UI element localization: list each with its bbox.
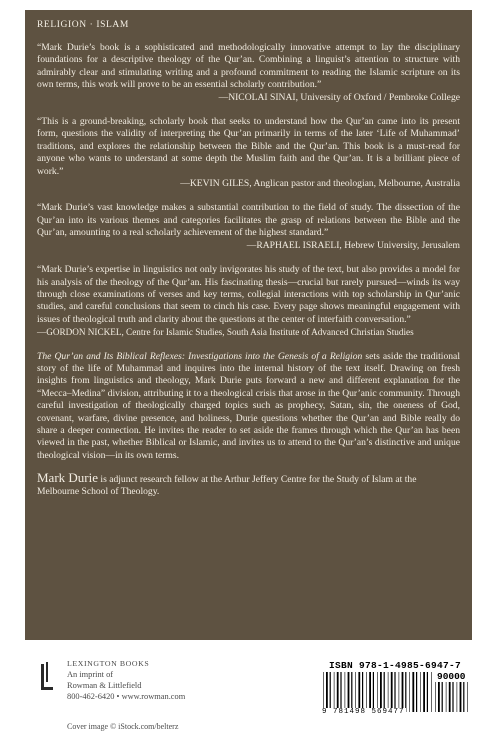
cover-image-credit: Cover image © iStock.com/belterz [67,722,179,731]
endorsement-quote [37,116,460,190]
endorsement-quote [37,202,460,252]
barcode-bars-icon [323,672,433,712]
publisher-contact: 800-462-6420 • www.rowman.com [67,692,186,701]
publisher-logo-icon [39,660,55,694]
publisher-name: LEXINGTON BOOKS [67,659,150,668]
quote-attribution: —GORDON NICKEL, Centre for Islamic Studies, South Asia Institute of Advanced Christian Studies [37,327,414,338]
description-text: sets aside the traditional story of the life of Muhammad and inquires into the internal history of the text itself. Drawing on fresh insights from linguistics and theology, Mark Durie puts forward a new and different explanation for the “Mecca–Medina” division, attributing it to a theological crisis that arose in the Qur’anic community. Through careful investigation of theologically charged topics such as prophecy, Satan, sin, the oneness of God, covenant, warfare, divine presence, and holiness, Durie questions whether the Qur’an and Bible really do share a deeper connection. He invites the reader to set aside the frames through which the Qur’an has been viewed in the past, whether Biblical or Islamic, and invites us to attend to the Qur’an’s distinctive and unique theological vision—in its own terms. [37,350,460,461]
bio-text: is adjunct research fellow at the Arthur Jeffery Centre for the Study of Islam at the Melbourne School of Theology. [37,473,417,498]
price-barcode-bars-icon [435,682,469,712]
quote-attribution: —RAPHAEL ISRAELI, Hebrew University, Jerusalem [246,239,460,251]
author-name: Mark Durie [37,469,99,485]
endorsement-quote [37,42,460,104]
quote-text: “Mark Durie’s expertise in linguistics not only invigorates his study of the text, but also provides a model for his analysis of the theology of the Qur’an. His fascinating thesis—crucial but rarely pursued—winds its way through close examinations of verses and key terms, collegial interactions with top scholarship in Qur’anic studies, and careful conclusions that seem to cinch his case. Every page shows meaningful engagement with issues of theological truth and clarity about the questions at the center of interfaith conversation.” [37,264,460,325]
back-cover-panel [25,10,472,640]
cover-footer [25,652,475,742]
quote-text: “Mark Durie’s book is a sophisticated and methodologically innovative attempt to lay the disciplinary foundations for a descriptive theology of the Qur’an. Combining a linguist’s attention to structure with admirably clear and stimulating writing and a profound commitment to reading the Islamic scripture on its own terms, this work will prove to be an essential scholarly contribution.” [37,42,460,91]
barcode [315,658,475,720]
barcode-number: 9 781498 569477 [322,708,405,716]
book-description [37,351,460,463]
publisher-info [67,658,185,702]
isbn-label: ISBN 978-1-4985-6947-7 [329,660,462,671]
quote-text: “This is a ground-breaking, scholarly book that seeks to understand how the Qur’an came into its present form, questions the validity of interpreting the Qur’an primarily in terms of the later ‘Life of Muhammad’ traditions, and explores the relationship between the Bible and the Qur’an. This book is a must-read for anyone who wants to understand at some depth the Muslim faith and the Qur’an. It is a brilliant piece of work.” [37,116,460,177]
publisher-line: An imprint of [67,670,114,679]
author-bio [37,469,460,499]
price-code: 90000 [437,671,466,682]
quote-attribution: —NICOLAI SINAI, University of Oxford / Pembroke College [218,91,460,103]
endorsement-quote [37,264,460,338]
quote-text: “Mark Durie’s vast knowledge makes a substantial contribution to the field of study. The dissection of the Qur’an into its various themes and categories facilitates the grasp of relations between the Bible and the Qur’an, amounting to a real scholarly achievement of the highest standard.” [37,202,460,239]
quote-attribution: —KEVIN GILES, Anglican pastor and theologian, Melbourne, Australia [180,178,460,190]
category-label: RELIGION · ISLAM [37,20,129,30]
publisher-line: Rowman & Littlefield [67,681,142,690]
book-title: The Qur’an and Its Biblical Reflexes: Investigations into the Genesis of a Religion [37,350,363,362]
